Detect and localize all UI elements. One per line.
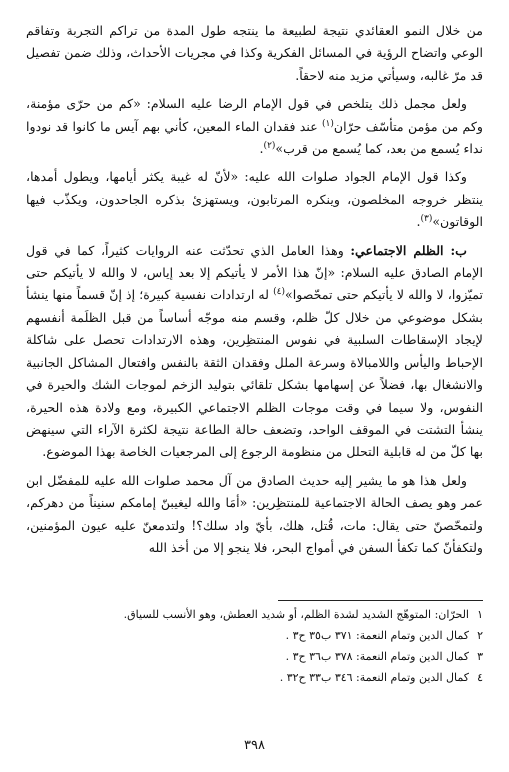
footnote-item bbox=[26, 646, 483, 667]
paragraph-4-text-b: له ارتدادات نفسية كبيرة؛ إذ إنّ قسماً منها ينشأ بشكل موضوعي من خلال كلّ ظلم، وقسم منه موجّه أساساً من قبل الظلَمة أنفسهم لإيجاد الإسقاطات السلبية في نفوس المنتظِرين، وهذه الارتدادات تحصل على شاكلة الإحباط واليأس واللامبالاة وسرعة الملل وفقدان الثقة بالنفس وافتعال المشاكل الجانبية والانشغال بها، فضلاً عن إسهامها بشكل تلقائي بتوليد الزخم لموجات الشك والحيرة في النفوس، ولا سيما في وقت موجات الظلم الاجتماعي الكبيرة، ومع ولادة هذه الحيرة، ينشأ التشتت في الموقف الواحد، وتضعف حالة الطاعة نتيجة لكثرة الآراء التي سينهض بها كلّ من له قابلية التحلل من منظومة الرجوع إلى المرجعيات الخاصة بهذا الموضوع. bbox=[26, 287, 483, 460]
paragraph-3-text-b: . bbox=[416, 214, 421, 230]
footnote-ref-1: (١) bbox=[322, 118, 334, 129]
footnote-item bbox=[26, 667, 483, 688]
footnote-separator bbox=[278, 600, 483, 601]
paragraph-2-text-b: عند فقدان الماء المعين، كأني بهم آيس ما كانوا قد نودوا نداء يُسمع من بعد، كما يُسمع من قرب» bbox=[26, 118, 483, 157]
page-number: ٣٩٨ bbox=[244, 738, 265, 753]
footnote-number: ١ bbox=[477, 608, 483, 621]
footnote-text: كمال الدين وتمام النعمة: ٣٧٨ ب٣٦ ح٣ . bbox=[285, 650, 469, 663]
footnote-item bbox=[26, 604, 483, 625]
paragraph-4-text-a: وهذا العامل الذي تحدّثت عنه الروايات كثيراً، كما في قول الإمام الصادق عليه السلام: «إنّ هذا الأمر لا يأتيكم إلا بعد إياس، لا والله لا يأتيكم حتى تميّزوا، لا والله لا يأتيكم حتى تمحّصوا» bbox=[26, 242, 483, 303]
footnote-ref-2: (٢) bbox=[263, 140, 276, 151]
footnote-number: ٤ bbox=[477, 671, 483, 684]
paragraph-2-text-c: . bbox=[259, 141, 264, 157]
footnote-number: ٢ bbox=[477, 629, 483, 642]
footnote-item bbox=[26, 625, 483, 646]
footnotes bbox=[26, 604, 483, 688]
footnote-text: الحرّان: المتوهّج الشديد لشدة الظلم، أو شديد العطش، وهو الأنسب للسياق. bbox=[123, 608, 469, 621]
footnote-ref-3: (٣) bbox=[420, 214, 433, 225]
paragraph-3-text-a: وكذا قول الإمام الجواد صلوات الله عليه: «لأنّ له غيبة يكثر أيامها، ويطول أمدها، ينتظر خروجه المخلصون، وينكره المرتابون، ويستهزئ بذكره الجاحدون، ويكذّب فيها الوقاتون» bbox=[26, 169, 483, 230]
footnote-ref-4: (٤) bbox=[273, 287, 285, 298]
section-heading: ب: الظلم الاجتماعي: bbox=[350, 242, 467, 258]
paragraph-2-text-a: ولعل مجمل ذلك يتلخص في قول الإمام الرضا عليه السلام: «كم من حرّى مؤمنة، وكم من مؤمن متأسّف حرّان bbox=[26, 96, 484, 134]
paragraph-1-text: من خلال النمو العقائدي نتيجة لطبيعة ما ينتجه طول المدة من تراكم التجربة وتفاقم الوعي واتضاح الرؤية في المسائل الفكرية وكذا في مجريات الأحداث، وذلك ضمن تفصيل قد مرّ غالبه، وسيأتي مزيد منه لاحقاً. bbox=[26, 23, 483, 83]
paragraph-5-text: ولعل هذا هو ما يشير إليه حديث الصادق من آل محمد صلوات الله عليه للمفضّل ابن عمر وهو يصف الحالة الاجتماعية للمنتظِرين: «أمَا والله ليغيبنّ إمامكم سنيناً من دهركم، ولتمحّصنّ حتى يقال: مات، قُتل، هلك، بأيّ واد سلك؟! ولتدمعنّ عليه عيون المؤمنين، ولتكفأنّ كما تكفأ السفن في أمواج البحر، فلا ينجو إلا من أخذ الله bbox=[26, 472, 483, 555]
paragraph-2 bbox=[26, 93, 483, 160]
footnote-text: كمال الدين وتمام النعمة: ٣٤٦ ب٣٣ ح٣٢ . bbox=[279, 671, 469, 684]
footnote-text: كمال الدين وتمام النعمة: ٣٧١ ب٣٥ ح٣ . bbox=[285, 629, 469, 642]
paragraph-3 bbox=[26, 166, 483, 233]
paragraph-5 bbox=[26, 470, 483, 560]
footnote-number: ٣ bbox=[477, 650, 483, 663]
paragraph-1 bbox=[26, 20, 483, 87]
paragraph-4 bbox=[26, 240, 483, 464]
body-text bbox=[26, 20, 483, 559]
